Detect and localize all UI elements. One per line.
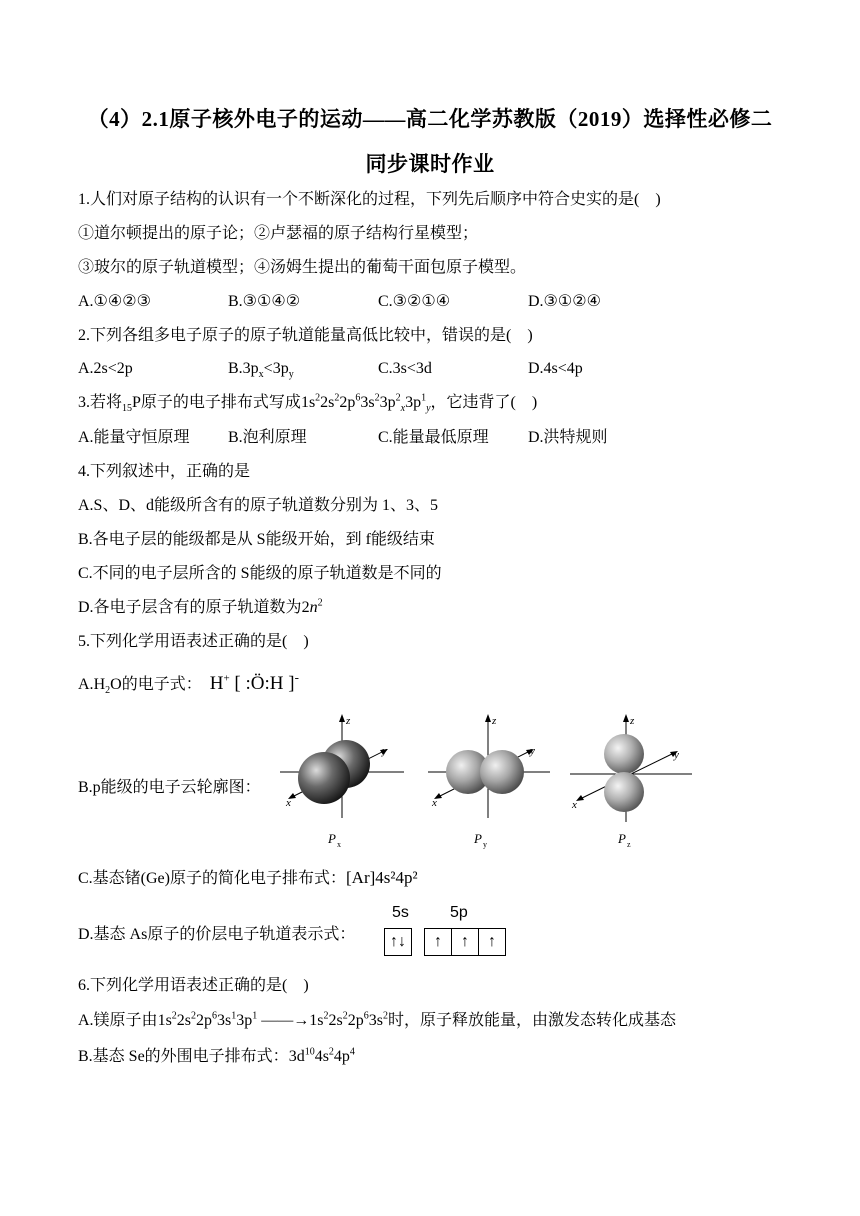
electron-dot-formula: H+ [ :Ö:H ]- [209,669,299,694]
q1-option-d[interactable]: D.③①②④ [528,293,601,310]
arrow-up-icon: ↑ [488,933,496,950]
axis-z-label: z [630,715,635,727]
se-config: $3d^{10}4s^24p^4$ [288,1046,355,1065]
orbital-px-figure [276,710,406,855]
q2-stem: 2.下列各组多电子原子的原子轨道能量高低比较中，错误的是( ) [78,327,533,344]
axis-x-label: x [572,799,577,811]
axis-y-label: y [530,745,535,757]
q5-stem: 5.下列化学用语表述正确的是( ) [78,633,309,650]
q3-config: $1s^22s^22p^63s^23p^2_x3p^1_y$ [300,392,431,415]
axis-x-label: x [286,797,291,809]
mg-excited-config: $1s^22s^22p^63s^13p^1$ [157,1010,258,1029]
q3-option-d[interactable]: D.洪特规则 [528,429,608,446]
ge-config: [Ar]4s²4p² [346,868,418,887]
q3-nuclide-z: 15 [122,403,133,415]
axis-z-label: z [346,715,351,727]
q5-option-c[interactable]: C.基态锗(Ge)原子的简化电子排布式：[Ar]4s²4p² [78,868,418,887]
q1-option-b[interactable]: B.③①④② [228,293,301,310]
q5-option-b[interactable]: B.p能级的电子云轮廓图： [78,779,261,796]
q3-option-a[interactable]: A.能量守恒原理 [78,429,190,446]
q3-stem: 3.若将$_{15}$P原子的电子排布式写成$1s^22s^22p^63s^23p^2_x3p^1_y$，它违背了( ) [78,392,538,415]
q2-option-c[interactable]: C.3s<3d [378,360,432,377]
mg-ground-config: $1s^22s^22p^63s^2$ [309,1010,388,1029]
q4-option-d[interactable]: D.各电子层含有的原子轨道数为$2n^2$ [78,597,323,616]
q4-option-a[interactable]: A.S、D、d能级所含有的原子轨道数分别为 1、3、5 [78,497,439,514]
q3-option-b[interactable]: B.泡利原理 [228,429,307,446]
q1-option-a[interactable]: A.①④②③ [78,293,151,310]
q6-option-a[interactable]: A.镁原子由$1s^22s^22p^63s^13p^1$ $——\to 1s^22s^22p^63s^2$时，原子释放能量，由激发态转化成基态 [78,1010,676,1029]
q6-option-b[interactable]: B.基态 Se的外围电子排布式：$3d^{10}4s^24p^4$ [78,1046,355,1065]
q4-stem: 4.下列叙述中，正确的是 [78,463,251,480]
orbital-box-5s [384,928,412,956]
q6-stem: 6.下列化学用语表述正确的是( ) [78,977,309,994]
q2-option-b[interactable]: $B.3p_x<3p_y$ [228,360,294,381]
orbital-box-5p [424,928,506,956]
reaction-arrow-icon: ——→ [261,1012,310,1029]
arrow-up-icon: ↑ [452,929,479,955]
orbital-label-px: P [328,831,336,846]
axis-z-label: z [492,715,497,727]
orbital-label-pz: P [618,831,626,846]
q2-option-d[interactable]: D.4s<4p [528,360,583,377]
q3-nuclide: P [132,394,141,411]
orbital-sub-y: y [483,840,487,849]
page-subtitle: 同步课时作业 [365,152,495,176]
arrow-up-icon: ↑ [425,929,452,955]
q1-option-c[interactable]: C.③②①④ [378,293,451,310]
q5-option-d[interactable]: D.基态 As原子的价层电子轨道表示式： [78,926,356,943]
water-formula: $H_2O$ [93,676,122,697]
orbital-sub-z: z [627,840,631,849]
axis-y-label: y [382,745,387,757]
q1-item2: ③玻尔的原子轨道模型；④汤姆生提出的葡萄干面包原子模型。 [78,259,527,276]
orbital-pz-figure [566,710,696,855]
page-title: （4）2.1原子核外电子的运动——高二化学苏教版（2019）选择性必修二 [87,107,773,131]
q1-item1: ①道尔顿提出的原子论；②卢瑟福的原子结构行星模型； [78,225,479,242]
q4-option-c[interactable]: C.不同的电子层所含的 S能级的原子轨道数是不同的 [78,565,442,582]
axis-y-label: y [674,749,679,761]
orbital-label-5s: 5s [392,904,409,921]
axis-x-label: x [432,797,437,809]
orbital-label-5p: 5p [450,904,468,921]
orbital-label-py: P [474,831,482,846]
orbital-sub-x: x [337,840,341,849]
q1-stem: 1.人们对原子结构的认识有一个不断深化的过程，下列先后顺序中符合史实的是( ) [78,191,661,208]
arrow-up-down-icon: ↑↓ [390,933,406,950]
q5-option-a[interactable]: $A.H_2O$的电子式： H+ [ :Ö:H ]- [78,669,299,697]
orbital-py-figure [424,710,554,855]
q3-option-c[interactable]: C.能量最低原理 [378,429,489,446]
q4-option-b[interactable]: B.各电子层的能级都是从 S能级开始，到 f能级结束 [78,531,435,548]
q2-option-a[interactable]: A.2s<2p [78,360,133,377]
